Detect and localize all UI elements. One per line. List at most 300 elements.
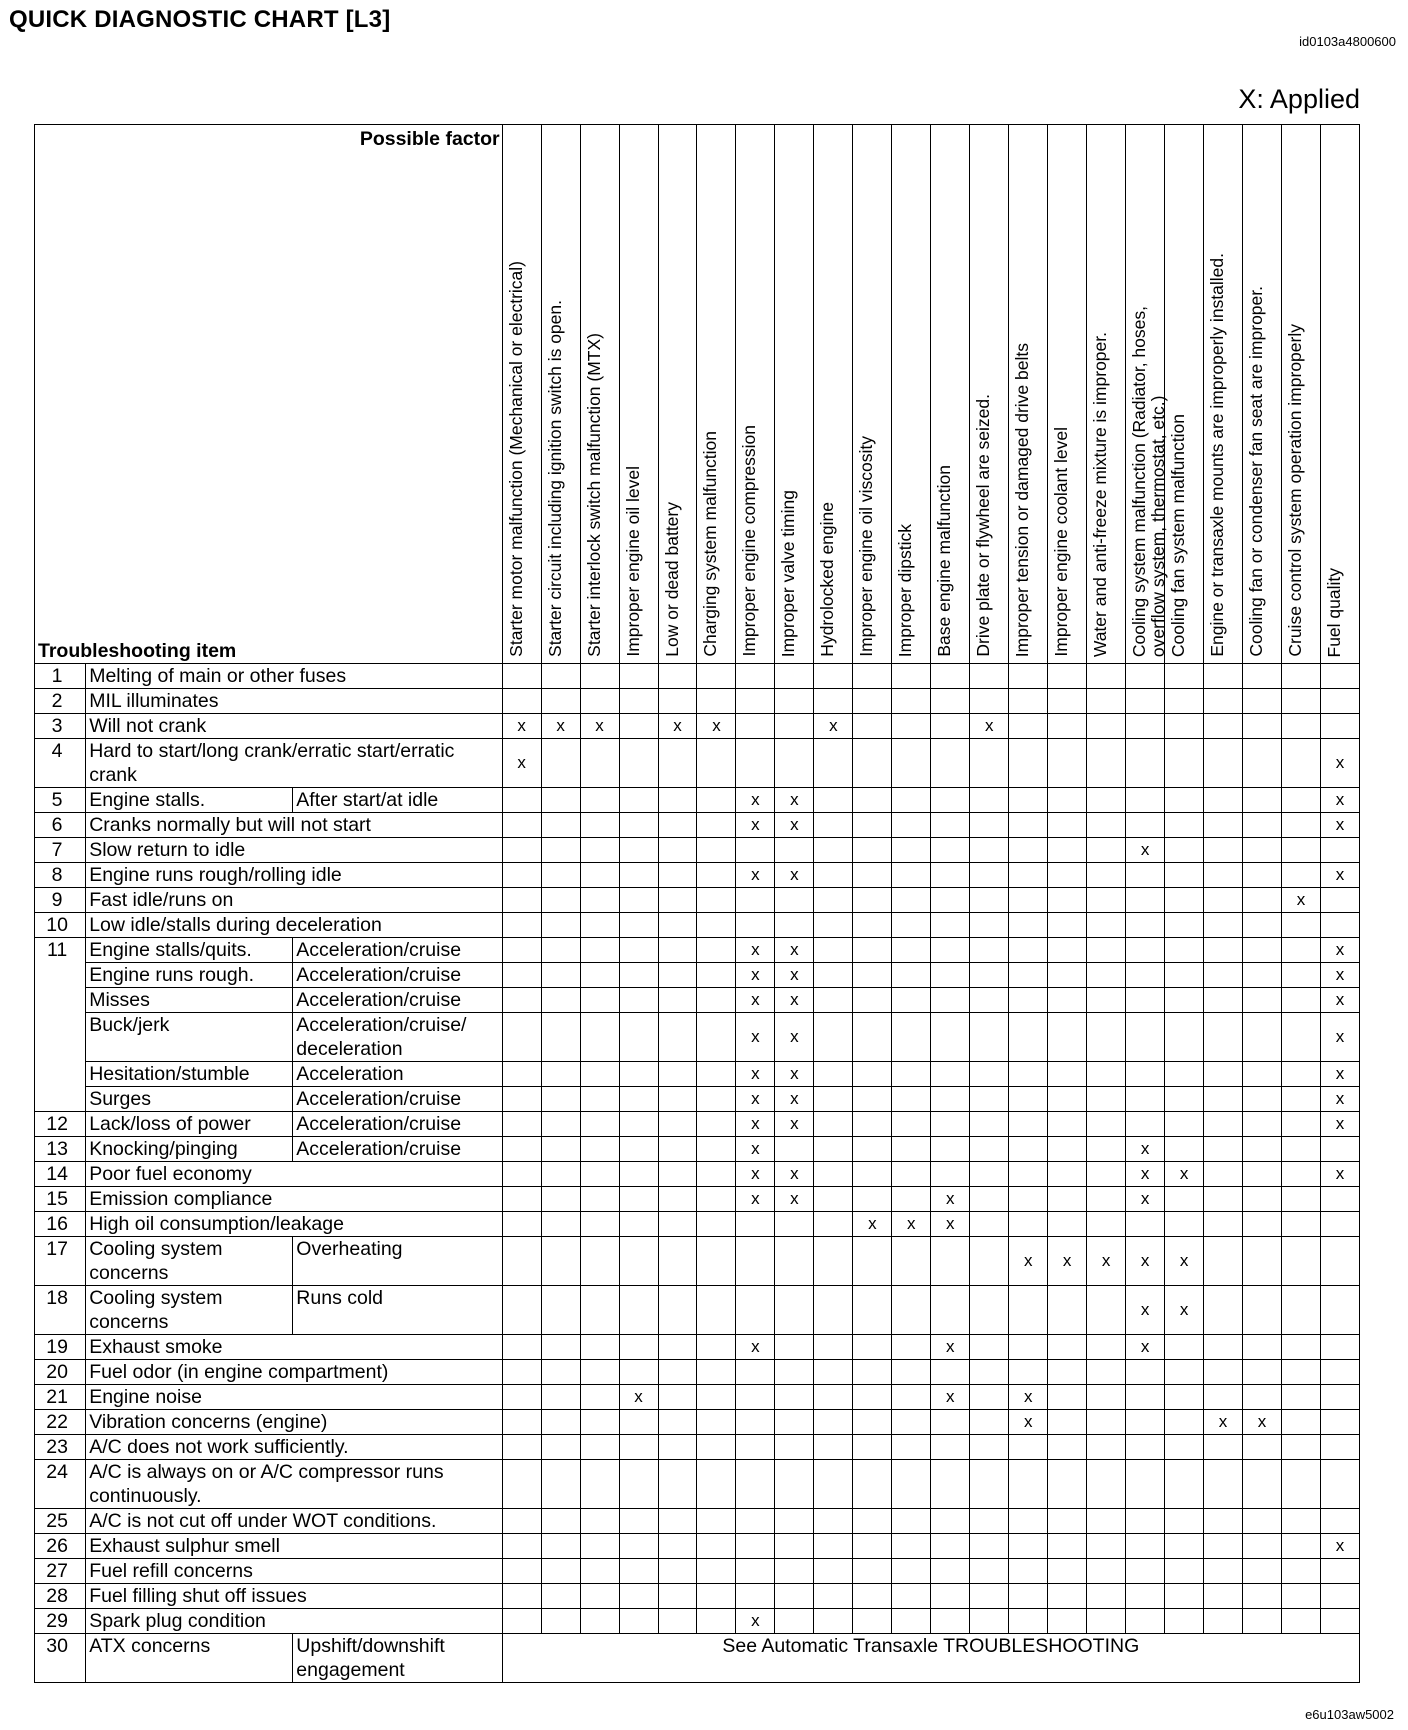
- row-number: 4: [35, 739, 86, 788]
- factor-cell: [1009, 1435, 1048, 1460]
- factor-cell: [1087, 863, 1126, 888]
- factor-cell: [853, 1534, 892, 1559]
- row-number: 6: [35, 813, 86, 838]
- factor-cell: [970, 1137, 1009, 1162]
- row-number: 18: [35, 1286, 86, 1335]
- factor-cell: [931, 664, 970, 689]
- factor-cell: [1048, 1137, 1087, 1162]
- factor-cell: [853, 739, 892, 788]
- factor-cell: [658, 988, 697, 1013]
- factor-cell: [658, 1335, 697, 1360]
- factor-cell: [1165, 1435, 1204, 1460]
- applied-mark: x: [1140, 1337, 1150, 1356]
- factor-cell: [658, 1212, 697, 1237]
- row-number: 14: [35, 1162, 86, 1187]
- row-number: 21: [35, 1385, 86, 1410]
- table-row: [35, 1410, 1360, 1435]
- factor-cell: [775, 1435, 814, 1460]
- factor-cell: [970, 1559, 1009, 1584]
- troubleshooting-item: Knocking/pinging: [86, 1137, 293, 1162]
- applied-mark: x: [1179, 1164, 1189, 1183]
- row-number: 19: [35, 1335, 86, 1360]
- factor-cell: [1165, 988, 1204, 1013]
- factor-cell: [1126, 1112, 1165, 1137]
- troubleshooting-item: Poor fuel economy: [86, 1162, 502, 1187]
- factor-cell: [697, 739, 736, 788]
- factor-cell: [892, 739, 931, 788]
- factor-cell: [1165, 1212, 1204, 1237]
- factor-cell: [1048, 1584, 1087, 1609]
- factor-cell: [1048, 1212, 1087, 1237]
- factor-cell: [892, 1460, 931, 1509]
- factor-cell: [931, 1385, 970, 1410]
- factor-cell: [1204, 838, 1243, 863]
- troubleshooting-item: High oil consumption/leakage: [86, 1212, 502, 1237]
- factor-cell: [1282, 714, 1321, 739]
- row-number: 23: [35, 1435, 86, 1460]
- factor-cell: [658, 788, 697, 813]
- factor-cell: [580, 714, 619, 739]
- factor-cell: [658, 1509, 697, 1534]
- factor-cell: [1126, 1360, 1165, 1385]
- factor-cell: [1126, 1162, 1165, 1187]
- factor-cell: [931, 1360, 970, 1385]
- factor-cell: [1126, 1087, 1165, 1112]
- factor-cell: [970, 813, 1009, 838]
- factor-cell: [697, 963, 736, 988]
- table-row: [35, 1534, 1360, 1559]
- factor-cell: [697, 1187, 736, 1212]
- factor-cell: [1048, 1286, 1087, 1335]
- troubleshooting-item: ATX concerns: [86, 1634, 293, 1683]
- factor-cell: [541, 1062, 580, 1087]
- factor-cell: [541, 1609, 580, 1634]
- factor-cell: [658, 1559, 697, 1584]
- factor-cell: [1087, 838, 1126, 863]
- factor-cell: [1204, 813, 1243, 838]
- factor-cell: [892, 1559, 931, 1584]
- factor-label: Improper engine oil viscosity: [856, 436, 877, 657]
- factor-cell: [1204, 1286, 1243, 1335]
- factor-cell: [775, 1534, 814, 1559]
- factor-cell: [814, 714, 853, 739]
- factor-cell: [1165, 664, 1204, 689]
- factor-header: [697, 125, 736, 664]
- applied-mark: x: [751, 990, 760, 1009]
- factor-cell: [658, 1385, 697, 1410]
- factor-cell: [970, 1087, 1009, 1112]
- factor-cell: [697, 1559, 736, 1584]
- factor-cell: [814, 739, 853, 788]
- factor-cell: [892, 664, 931, 689]
- troubleshooting-item: Emission compliance: [86, 1187, 502, 1212]
- factor-cell: [814, 1559, 853, 1584]
- factor-cell: [970, 1360, 1009, 1385]
- factor-cell: [1204, 1137, 1243, 1162]
- factor-label: Fuel quality: [1323, 567, 1344, 657]
- applied-mark: x: [751, 1139, 760, 1158]
- factor-cell: [580, 913, 619, 938]
- applied-mark: x: [790, 815, 799, 834]
- factor-cell: [814, 689, 853, 714]
- factor-cell: [1126, 838, 1165, 863]
- factor-label: Water and anti-freeze mixture is improper.: [1090, 331, 1111, 657]
- factor-cell: [736, 714, 775, 739]
- page-title: QUICK DIAGNOSTIC CHART [L3]: [9, 6, 391, 33]
- factor-cell: [502, 838, 541, 863]
- factor-cell: [580, 1112, 619, 1137]
- factor-cell: [736, 1534, 775, 1559]
- factor-label: Low or dead battery: [661, 502, 682, 657]
- factor-cell: [892, 1360, 931, 1385]
- factor-cell: [970, 714, 1009, 739]
- factor-cell: [502, 963, 541, 988]
- table-row: [35, 1286, 1360, 1335]
- troubleshooting-item: Hard to start/long crank/erratic start/erratic crank: [86, 739, 502, 788]
- factor-cell: [697, 1584, 736, 1609]
- factor-cell: [1320, 1584, 1359, 1609]
- applied-mark: x: [751, 940, 760, 959]
- factor-cell: [853, 1286, 892, 1335]
- factor-cell: [1320, 813, 1359, 838]
- factor-cell: [1126, 863, 1165, 888]
- applied-mark: x: [1335, 865, 1345, 884]
- factor-cell: [619, 813, 658, 838]
- factor-cell: [931, 1584, 970, 1609]
- factor-cell: [580, 1410, 619, 1435]
- factor-cell: [814, 1360, 853, 1385]
- table-row: [35, 888, 1360, 913]
- factor-cell: [970, 1410, 1009, 1435]
- factor-cell: [1126, 1435, 1165, 1460]
- factor-cell: [736, 1013, 775, 1062]
- factor-cell: [892, 1187, 931, 1212]
- factor-cell: [892, 863, 931, 888]
- factor-cell: [1087, 739, 1126, 788]
- factor-cell: [1243, 1509, 1282, 1534]
- factor-cell: [1009, 1112, 1048, 1137]
- factor-cell: [931, 913, 970, 938]
- factor-cell: [1204, 1509, 1243, 1534]
- factor-cell: [1087, 1385, 1126, 1410]
- factor-cell: [541, 888, 580, 913]
- row-number: [35, 1062, 86, 1087]
- factor-cell: [697, 1609, 736, 1634]
- factor-cell: [931, 813, 970, 838]
- factor-cell: [1165, 888, 1204, 913]
- factor-cell: [853, 1460, 892, 1509]
- factor-cell: [541, 863, 580, 888]
- factor-cell: [1126, 913, 1165, 938]
- factor-header: [892, 125, 931, 664]
- factor-cell: [1282, 788, 1321, 813]
- factor-cell: [1204, 1087, 1243, 1112]
- troubleshooting-item: Fuel refill concerns: [86, 1559, 502, 1584]
- row-number: 24: [35, 1460, 86, 1509]
- factor-header: [931, 125, 970, 664]
- factor-cell: [697, 1237, 736, 1286]
- troubleshooting-item-label: Troubleshooting item: [38, 640, 237, 662]
- factor-cell: [892, 1609, 931, 1634]
- factor-cell: [1165, 1559, 1204, 1584]
- factor-cell: [892, 1410, 931, 1435]
- row-number: 10: [35, 913, 86, 938]
- factor-cell: [814, 1013, 853, 1062]
- factor-cell: [1282, 863, 1321, 888]
- factor-cell: [1320, 714, 1359, 739]
- item-condition: After start/at idle: [293, 788, 502, 813]
- factor-cell: [1320, 1435, 1359, 1460]
- factor-cell: [1243, 664, 1282, 689]
- factor-cell: [541, 1460, 580, 1509]
- factor-cell: [658, 1286, 697, 1335]
- factor-cell: [658, 1137, 697, 1162]
- table-row: [35, 1335, 1360, 1360]
- factor-cell: [1009, 1187, 1048, 1212]
- factor-cell: [931, 1410, 970, 1435]
- factor-label: Improper engine compression: [739, 425, 760, 657]
- factor-cell: [970, 988, 1009, 1013]
- applied-mark: x: [790, 1027, 799, 1046]
- table-row: [35, 813, 1360, 838]
- factor-cell: [1087, 1212, 1126, 1237]
- factor-cell: [1048, 788, 1087, 813]
- factor-cell: [1320, 938, 1359, 963]
- table-row: [35, 863, 1360, 888]
- factor-cell: [1282, 1335, 1321, 1360]
- factor-cell: [1204, 1559, 1243, 1584]
- factor-cell: [970, 1112, 1009, 1137]
- factor-cell: [970, 1162, 1009, 1187]
- factor-cell: [1282, 1062, 1321, 1087]
- factor-cell: [1048, 963, 1087, 988]
- factor-cell: [1048, 813, 1087, 838]
- factor-cell: [1087, 1584, 1126, 1609]
- factor-cell: [1126, 714, 1165, 739]
- applied-mark: x: [946, 1189, 955, 1208]
- factor-cell: [1009, 1410, 1048, 1435]
- factor-cell: [658, 1237, 697, 1286]
- factor-cell: [853, 913, 892, 938]
- factor-cell: [1009, 1360, 1048, 1385]
- factor-header: [1282, 125, 1321, 664]
- factor-header: [970, 125, 1009, 664]
- factor-cell: [1320, 838, 1359, 863]
- applied-mark: x: [1257, 1412, 1267, 1431]
- applied-mark: x: [946, 1214, 955, 1233]
- factor-cell: [1126, 938, 1165, 963]
- row-number: 11: [35, 938, 86, 963]
- factor-cell: [658, 1062, 697, 1087]
- factor-cell: [502, 1137, 541, 1162]
- row-number: 15: [35, 1187, 86, 1212]
- factor-cell: [541, 1559, 580, 1584]
- troubleshooting-item: Engine stalls/quits.: [86, 938, 293, 963]
- factor-cell: [814, 1087, 853, 1112]
- factor-cell: [1204, 1112, 1243, 1137]
- factor-cell: [1320, 788, 1359, 813]
- factor-cell: [619, 863, 658, 888]
- factor-cell: [502, 988, 541, 1013]
- troubleshooting-item: Fuel odor (in engine compartment): [86, 1360, 502, 1385]
- factor-header: [814, 125, 853, 664]
- factor-cell: [580, 1162, 619, 1187]
- factor-header: [1204, 125, 1243, 664]
- factor-cell: [814, 1237, 853, 1286]
- row-number: 25: [35, 1509, 86, 1534]
- factor-cell: [853, 1410, 892, 1435]
- factor-cell: [619, 913, 658, 938]
- factor-cell: [619, 888, 658, 913]
- factor-cell: [736, 1137, 775, 1162]
- factor-cell: [892, 1112, 931, 1137]
- factor-cell: [1320, 689, 1359, 714]
- factor-cell: [892, 888, 931, 913]
- factor-cell: [1282, 1237, 1321, 1286]
- factor-cell: [775, 739, 814, 788]
- applied-mark: x: [673, 716, 682, 735]
- figure-id: e6u103aw5002: [1305, 1707, 1394, 1722]
- factor-cell: [697, 1087, 736, 1112]
- applied-mark: x: [946, 1337, 955, 1356]
- factor-cell: [1320, 1112, 1359, 1137]
- troubleshooting-item: Buck/jerk: [86, 1013, 293, 1062]
- factor-cell: [736, 1584, 775, 1609]
- factor-cell: [1048, 913, 1087, 938]
- factor-cell: [931, 1609, 970, 1634]
- factor-cell: [1009, 1385, 1048, 1410]
- factor-cell: [1165, 1360, 1204, 1385]
- factor-cell: [1320, 1335, 1359, 1360]
- factor-cell: [1009, 1237, 1048, 1286]
- factor-cell: [541, 1212, 580, 1237]
- factor-cell: [1126, 1460, 1165, 1509]
- factor-cell: [1126, 1137, 1165, 1162]
- factor-cell: [502, 913, 541, 938]
- factor-cell: [502, 1609, 541, 1634]
- factor-cell: [736, 1212, 775, 1237]
- factor-cell: [775, 664, 814, 689]
- factor-cell: [1282, 689, 1321, 714]
- factor-cell: [1126, 1335, 1165, 1360]
- factor-label: Drive plate or flywheel are seized.: [973, 394, 994, 657]
- factor-cell: [697, 1360, 736, 1385]
- factor-cell: [814, 1335, 853, 1360]
- factor-cell: [892, 988, 931, 1013]
- item-condition: Acceleration/cruise: [293, 963, 502, 988]
- factor-cell: [1048, 1237, 1087, 1286]
- factor-cell: [541, 1087, 580, 1112]
- factor-cell: [580, 1212, 619, 1237]
- applied-mark: x: [1179, 1251, 1189, 1270]
- factor-cell: [970, 938, 1009, 963]
- factor-label: Cooling fan system malfunction: [1168, 413, 1189, 657]
- factor-cell: [541, 1410, 580, 1435]
- factor-cell: [541, 988, 580, 1013]
- factor-cell: [580, 1360, 619, 1385]
- factor-cell: [892, 714, 931, 739]
- factor-cell: [1165, 963, 1204, 988]
- factor-cell: [970, 1187, 1009, 1212]
- factor-cell: [970, 1460, 1009, 1509]
- factor-cell: [619, 1187, 658, 1212]
- factor-cell: [814, 1162, 853, 1187]
- factor-cell: [1087, 1435, 1126, 1460]
- applied-mark: x: [1335, 990, 1345, 1009]
- factor-cell: [853, 689, 892, 714]
- row-number: 12: [35, 1112, 86, 1137]
- factor-cell: [970, 1237, 1009, 1286]
- factor-cell: [502, 714, 541, 739]
- factor-cell: [931, 714, 970, 739]
- factor-cell: [1165, 1534, 1204, 1559]
- applied-mark: x: [1335, 1114, 1345, 1133]
- factor-cell: [502, 1237, 541, 1286]
- factor-cell: [892, 913, 931, 938]
- factor-cell: [541, 838, 580, 863]
- factor-cell: [619, 1162, 658, 1187]
- factor-cell: [619, 1137, 658, 1162]
- applied-mark: x: [1296, 890, 1306, 909]
- factor-cell: [1320, 1212, 1359, 1237]
- factor-cell: [1165, 1137, 1204, 1162]
- factor-cell: [775, 1584, 814, 1609]
- factor-cell: [619, 1360, 658, 1385]
- factor-cell: [892, 1237, 931, 1286]
- applied-mark: x: [1335, 1064, 1345, 1083]
- factor-cell: [853, 963, 892, 988]
- factor-cell: [1320, 664, 1359, 689]
- factor-cell: [619, 1410, 658, 1435]
- factor-cell: [1087, 1112, 1126, 1137]
- factor-header: [775, 125, 814, 664]
- factor-cell: [541, 714, 580, 739]
- troubleshooting-item: Engine noise: [86, 1385, 502, 1410]
- factor-cell: [1204, 1385, 1243, 1410]
- factor-cell: [1165, 1286, 1204, 1335]
- applied-mark: x: [1335, 965, 1345, 984]
- factor-header: [541, 125, 580, 664]
- factor-cell: [697, 1112, 736, 1137]
- factor-cell: [580, 1435, 619, 1460]
- header-corner: [35, 125, 503, 664]
- applied-mark: x: [1140, 1300, 1150, 1319]
- troubleshooting-item: Fuel filling shut off issues: [86, 1584, 502, 1609]
- factor-header: [1243, 125, 1282, 664]
- factor-cell: [775, 1112, 814, 1137]
- applied-mark: x: [790, 1089, 799, 1108]
- factor-cell: [619, 1559, 658, 1584]
- factor-cell: [775, 1609, 814, 1634]
- factor-cell: [1243, 739, 1282, 788]
- factor-cell: [931, 1187, 970, 1212]
- table-row: [35, 1212, 1360, 1237]
- factor-cell: [1009, 1162, 1048, 1187]
- factor-cell: [502, 788, 541, 813]
- factor-cell: [814, 1584, 853, 1609]
- factor-header: [1320, 125, 1359, 664]
- factor-cell: [736, 739, 775, 788]
- factor-cell: [1320, 1410, 1359, 1435]
- factor-cell: [1282, 963, 1321, 988]
- factor-cell: [814, 1460, 853, 1509]
- table-row: [35, 963, 1360, 988]
- factor-cell: [814, 1286, 853, 1335]
- factor-cell: [1204, 1237, 1243, 1286]
- factor-cell: [580, 1609, 619, 1634]
- factor-cell: [736, 1559, 775, 1584]
- factor-cell: [814, 938, 853, 963]
